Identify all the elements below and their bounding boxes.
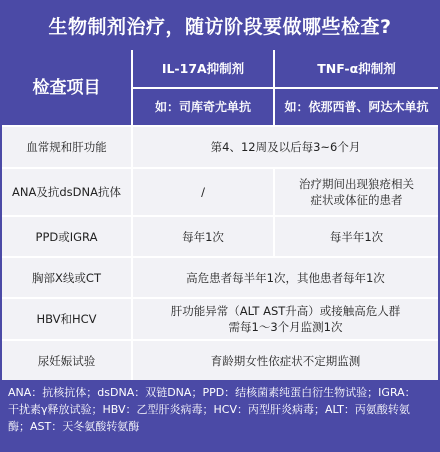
row-value-blood: 第4、12周及以后每3~6个月 (133, 127, 438, 167)
row-item-blood: 血常规和肝功能 (2, 127, 131, 167)
ana-tnf-line2: 症状或体征的患者 (310, 193, 403, 207)
row-value-ana-tnf (275, 169, 438, 215)
row-value-hbv (133, 299, 438, 339)
row-item-chest: 胸部X线或CT (2, 258, 131, 297)
row-value-ppd-tnf: 每半年1次 (275, 217, 438, 256)
row-value-ana-il17a: / (133, 169, 273, 215)
row-item-pregnancy: 尿妊娠试验 (2, 341, 131, 380)
ana-tnf-line1: 治疗期间出现狼疮相关 (299, 177, 414, 191)
footnote-line1: ANA：抗核抗体；dsDNA：双链DNA；PPD：结核菌素纯蛋白衍生物试验；IGRA： (8, 386, 416, 399)
header-item-column: 检查项目 (2, 50, 131, 125)
row-value-ppd-il17a: 每年1次 (133, 217, 273, 256)
row-item-ana: ANA及抗dsDNA抗体 (2, 169, 131, 215)
footnote (8, 384, 436, 435)
row-item-ppd: PPD或IGRA (2, 217, 131, 256)
hbv-line2: 需每1～3个月监测1次 (228, 320, 343, 334)
row-item-hbv: HBV和HCV (2, 299, 131, 339)
header-tnf: TNF-α抑制剂 (275, 50, 438, 87)
row-value-chest: 高危患者每半年1次，其他患者每年1次 (133, 258, 438, 297)
footnote-line3: 酶；AST：天冬氨酸转氨酶 (8, 420, 140, 433)
hbv-line1: 肝功能异常（ALT AST升高）或接触高危人群 (170, 304, 401, 318)
page-title: 生物制剂治疗，随访阶段要做哪些检查? (48, 15, 392, 38)
footnote-line2: 干扰素γ释放试验；HBV：乙型肝炎病毒；HCV：丙型肝炎病毒；ALT：丙氨酸转氨 (8, 403, 410, 416)
header-il17a: IL-17A抑制剂 (133, 50, 273, 87)
header-il17a-example: 如：司库奇尤单抗 (133, 89, 273, 125)
header-tnf-example: 如：依那西普、阿达木单抗 (275, 89, 438, 125)
exam-table (2, 50, 438, 380)
row-value-pregnancy: 育龄期女性依症状不定期监测 (133, 341, 438, 380)
